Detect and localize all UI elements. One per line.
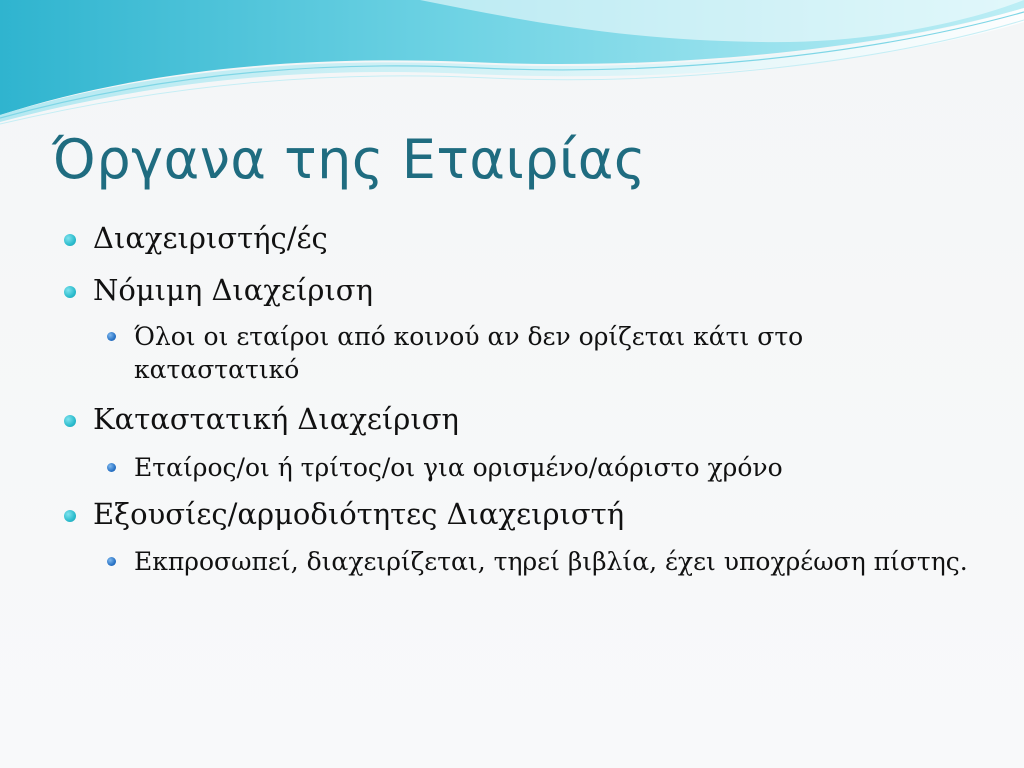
- bullet-item: [93, 402, 459, 436]
- bullet-text: Νόμιμη Διαχείριση: [93, 273, 373, 307]
- sub-bullet-dot-icon: [107, 332, 116, 341]
- sub-bullet-text: Όλοι οι εταίροι από κοινού αν δεν ορίζεται κάτι στο καταστατικό: [134, 322, 804, 384]
- sub-bullet-dot-icon: [107, 463, 116, 472]
- bullet-text: Εξουσίες/αρμοδιότητες Διαχειριστή: [93, 497, 625, 531]
- sub-bullet-text: Εκπροσωπεί, διαχειρίζεται, τηρεί βιβλία, έχει υποχρέωση πίστης.: [134, 547, 968, 576]
- sub-bullet-item: [134, 320, 894, 386]
- sub-bullet-text: Εταίρος/οι ή τρίτος/οι για ορισμένο/αόριστο χρόνο: [134, 453, 783, 482]
- bullet-text: Καταστατική Διαχείριση: [93, 402, 459, 436]
- bullet-dot-icon: [64, 415, 76, 427]
- sub-bullet-item: [134, 451, 994, 484]
- sub-bullet-dot-icon: [107, 557, 116, 566]
- bullet-text: Διαχειριστής/ές: [93, 221, 328, 255]
- bullet-item: [93, 273, 373, 307]
- bullet-dot-icon: [64, 234, 76, 246]
- bullet-item: [93, 221, 328, 255]
- sub-bullet-item: [134, 545, 974, 578]
- bullet-item: [93, 497, 624, 531]
- bullet-dot-icon: [64, 510, 76, 522]
- bullet-dot-icon: [64, 286, 76, 298]
- slide-title: Όργανα της Εταιρίας: [52, 128, 647, 191]
